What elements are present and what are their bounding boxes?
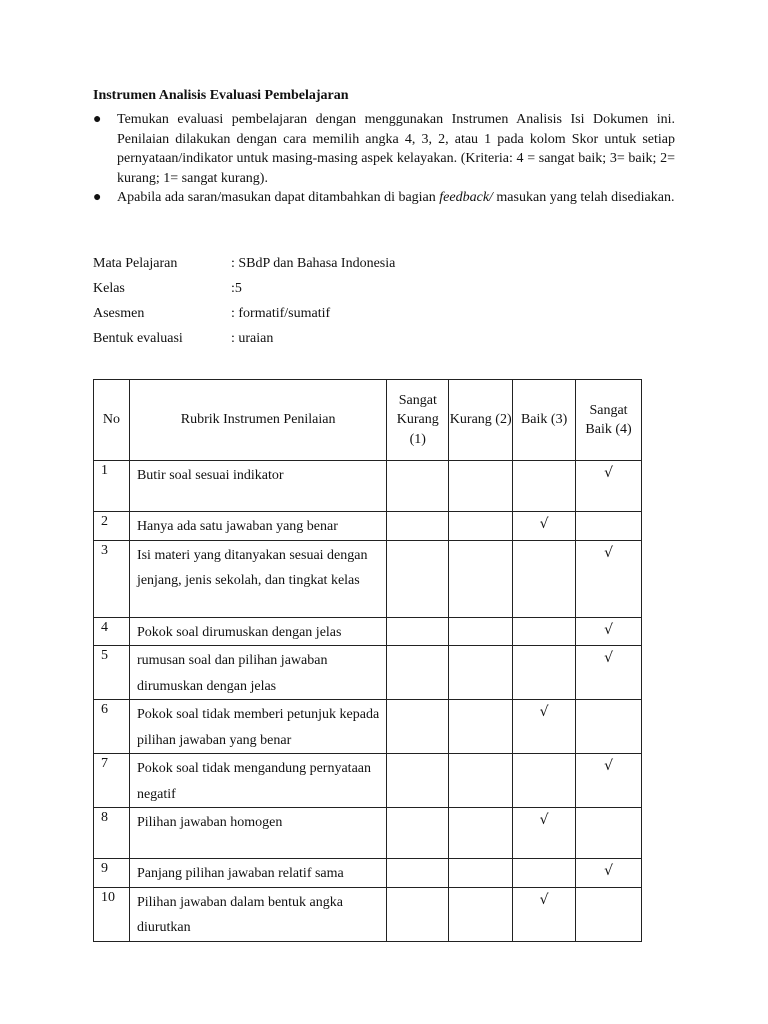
row-number: 7 — [94, 754, 130, 808]
table-row — [94, 512, 642, 541]
score-cell-4 — [576, 512, 642, 541]
check-mark-icon: √ — [539, 704, 549, 720]
info-value: : uraian — [231, 331, 274, 346]
info-row — [93, 304, 395, 329]
header-score-3: Baik (3) — [513, 380, 576, 461]
score-cell-1 — [387, 646, 449, 700]
row-criterion: rumusan soal dan pilihan jawaban dirumuskan dengan jelas — [129, 646, 386, 700]
score-cell-1 — [387, 700, 449, 754]
check-mark-icon: √ — [539, 812, 549, 828]
score-cell-3 — [513, 859, 576, 888]
info-label: Mata Pelajaran — [93, 256, 178, 271]
instruction-list — [93, 110, 675, 208]
info-label: Kelas — [93, 281, 125, 296]
score-cell-3 — [513, 754, 576, 808]
score-cell-4 — [576, 646, 642, 700]
table-row — [94, 887, 642, 941]
score-cell-1 — [387, 754, 449, 808]
row-number: 2 — [94, 512, 130, 541]
instruction-item — [93, 188, 675, 208]
info-value: :5 — [231, 281, 242, 296]
bullet-icon: ● — [93, 112, 102, 127]
instruction-text: Temukan evaluasi pembelajaran dengan menggunakan Instrumen Analisis Isi Dokumen ini. Penilaian dilakukan dengan cara memilih angka 4, 3, 2, atau 1 pada kolom Skor untuk setiap pernyataan/indikator untuk masing-masing aspek kelayakan. (Kriteria: 4 = sangat baik; 3= baik; 2= kurang; 1= sangat kurang). — [117, 112, 675, 186]
score-cell-4 — [576, 461, 642, 512]
row-number: 4 — [94, 617, 130, 646]
score-cell-4 — [576, 700, 642, 754]
check-mark-icon: √ — [604, 621, 613, 638]
score-cell-2 — [449, 754, 513, 808]
score-cell-2 — [449, 540, 513, 617]
score-cell-2 — [449, 887, 513, 941]
document-title: Instrumen Analisis Evaluasi Pembelajaran — [93, 88, 349, 103]
score-cell-3 — [513, 540, 576, 617]
row-criterion: Pilihan jawaban homogen — [129, 808, 386, 859]
table-row — [94, 808, 642, 859]
table-row — [94, 646, 642, 700]
check-mark-icon: √ — [604, 758, 613, 774]
check-mark-icon: √ — [539, 516, 549, 532]
row-criterion: Isi materi yang ditanyakan sesuai dengan jenjang, jenis sekolah, dan tingkat kelas — [129, 540, 386, 617]
score-cell-2 — [449, 700, 513, 754]
score-cell-2 — [449, 859, 513, 888]
table-row — [94, 540, 642, 617]
table-row — [94, 617, 642, 646]
info-value: : SBdP dan Bahasa Indonesia — [231, 256, 396, 271]
score-cell-1 — [387, 617, 449, 646]
row-criterion: Pokok soal tidak memberi petunjuk kepada pilihan jawaban yang benar — [129, 700, 386, 754]
info-value: : formatif/sumatif — [231, 306, 331, 321]
score-cell-3 — [513, 512, 576, 541]
score-cell-1 — [387, 808, 449, 859]
row-criterion: Pilihan jawaban dalam bentuk angka diurutkan — [129, 887, 386, 941]
instruction-text: Apabila ada saran/masukan dapat ditambahkan di bagian — [117, 190, 440, 205]
check-mark-icon: √ — [604, 544, 613, 561]
score-cell-1 — [387, 512, 449, 541]
score-cell-2 — [449, 617, 513, 646]
score-cell-3 — [513, 808, 576, 859]
score-cell-3 — [513, 646, 576, 700]
score-cell-1 — [387, 461, 449, 512]
info-row — [93, 254, 395, 279]
score-cell-1 — [387, 859, 449, 888]
row-criterion: Panjang pilihan jawaban relatif sama — [129, 859, 386, 888]
score-cell-2 — [449, 461, 513, 512]
bullet-icon: ● — [93, 190, 102, 205]
header-rubric: Rubrik Instrumen Penilaian — [129, 380, 386, 461]
check-mark-icon: √ — [604, 650, 613, 666]
info-label: Bentuk evaluasi — [93, 331, 183, 346]
score-cell-1 — [387, 887, 449, 941]
info-label: Asesmen — [93, 306, 145, 321]
info-row — [93, 329, 395, 354]
row-criterion: Hanya ada satu jawaban yang benar — [129, 512, 386, 541]
score-cell-3 — [513, 700, 576, 754]
table-row — [94, 754, 642, 808]
table-row — [94, 859, 642, 888]
subject-info — [93, 254, 395, 354]
score-cell-2 — [449, 512, 513, 541]
score-cell-2 — [449, 808, 513, 859]
check-mark-icon: √ — [604, 465, 613, 481]
row-criterion: Pokok soal dirumuskan dengan jelas — [129, 617, 386, 646]
check-mark-icon: √ — [604, 863, 613, 879]
check-mark-icon: √ — [539, 891, 549, 908]
score-cell-4 — [576, 617, 642, 646]
score-cell-3 — [513, 617, 576, 646]
header-score-1: Sangat Kurang (1) — [387, 380, 449, 461]
row-number: 6 — [94, 700, 130, 754]
score-cell-4 — [576, 887, 642, 941]
table-header-row — [94, 380, 642, 461]
row-number: 1 — [94, 461, 130, 512]
score-cell-3 — [513, 461, 576, 512]
score-cell-4 — [576, 859, 642, 888]
table-row — [94, 700, 642, 754]
table-row — [94, 461, 642, 512]
header-score-4: Sangat Baik (4) — [576, 380, 642, 461]
row-criterion: Butir soal sesuai indikator — [129, 461, 386, 512]
row-number: 10 — [94, 887, 130, 941]
instruction-text: masukan yang telah disediakan. — [492, 190, 675, 205]
row-number: 8 — [94, 808, 130, 859]
header-score-2: Kurang (2) — [449, 380, 513, 461]
rubric-table — [93, 379, 642, 942]
row-criterion: Pokok soal tidak mengandung pernyataan negatif — [129, 754, 386, 808]
score-cell-3 — [513, 887, 576, 941]
instruction-italic: feedback/ — [439, 190, 493, 205]
header-no: No — [94, 380, 130, 461]
info-row — [93, 279, 395, 304]
rubric-body — [94, 461, 642, 942]
row-number: 5 — [94, 646, 130, 700]
score-cell-4 — [576, 754, 642, 808]
row-number: 3 — [94, 540, 130, 617]
score-cell-4 — [576, 808, 642, 859]
score-cell-1 — [387, 540, 449, 617]
instruction-item — [93, 110, 675, 188]
score-cell-4 — [576, 540, 642, 617]
score-cell-2 — [449, 646, 513, 700]
row-number: 9 — [94, 859, 130, 888]
